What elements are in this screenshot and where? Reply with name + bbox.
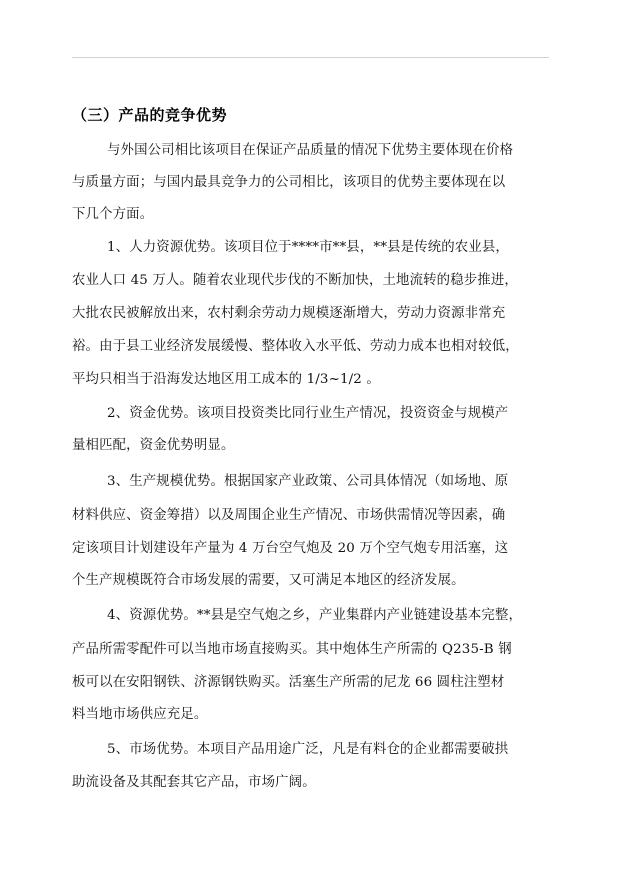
paragraph-2-line-4: 裕。由于县工业经济发展缓慢、整体收入水平低、劳动力成本也相对较低， bbox=[72, 339, 519, 354]
paragraph-6-line-1: 5、市场优势。本项目产品用途广泛，凡是有料仓的企业都需要破拱 bbox=[107, 742, 509, 757]
paragraph-4-line-1: 3、生产规模优势。根据国家产业政策、公司具体情况（如场地、原 bbox=[107, 474, 509, 489]
paragraph-5-line-4: 料当地市场供应充足。 bbox=[72, 707, 208, 722]
paragraph-4-line-4: 个生产规模既符合市场发展的需要，又可满足本地区的经济发展。 bbox=[72, 573, 465, 588]
paragraph-2-line-1: 1、人力资源优势。该项目位于****市**县，**县是传统的农业县， bbox=[107, 240, 509, 255]
section-heading: （三）产品的竞争优势 bbox=[72, 106, 228, 124]
header-rule bbox=[72, 57, 549, 58]
paragraph-5-line-3: 板可以在安阳钢铁、济源钢铁购买。活塞生产所需的尼龙 66 圆柱注塑材 bbox=[72, 675, 505, 690]
paragraph-6-line-2: 助流设备及其配套其它产品，市场广阔。 bbox=[72, 775, 316, 790]
paragraph-3-line-1: 2、资金优势。该项目投资类比同行业生产情况，投资资金与规模产 bbox=[107, 406, 509, 421]
paragraph-2-line-3: 大批农民被解放出来，农村剩余劳动力规模逐渐增大，劳动力资源非常充 bbox=[72, 306, 506, 321]
paragraph-1-line-2: 与质量方面；与国内最具竞争力的公司相比，该项目的优势主要体现在以 bbox=[72, 175, 506, 190]
paragraph-1-line-1: 与外国公司相比该项目在保证产品质量的情况下优势主要体现在价格 bbox=[107, 143, 514, 158]
paragraph-4-line-2: 材料供应、资金筹措）以及周围企业生产情况、市场供需情况等因素，确 bbox=[72, 508, 506, 523]
paragraph-2-line-5: 平均只相当于沿海发达地区用工成本的 1/3~1/2 。 bbox=[72, 372, 380, 387]
paragraph-1-line-3: 下几个方面。 bbox=[72, 207, 154, 222]
paragraph-5-line-1: 4、资源优势。**县是空气炮之乡，产业集群内产业链建设基本完整， bbox=[107, 608, 523, 623]
paragraph-3-line-2: 量相匹配，资金优势明显。 bbox=[72, 438, 235, 453]
paragraph-2-line-2: 农业人口 45 万人。随着农业现代步伐的不断加快，土地流转的稳步推进， bbox=[72, 273, 518, 288]
paragraph-5-line-2: 产品所需零配件可以当地市场直接购买。其中炮体生产所需的 Q235-B 钢 bbox=[72, 642, 512, 657]
paragraph-4-line-3: 定该项目计划建设年产量为 4 万台空气炮及 20 万个空气炮专用活塞，这 bbox=[72, 541, 509, 556]
